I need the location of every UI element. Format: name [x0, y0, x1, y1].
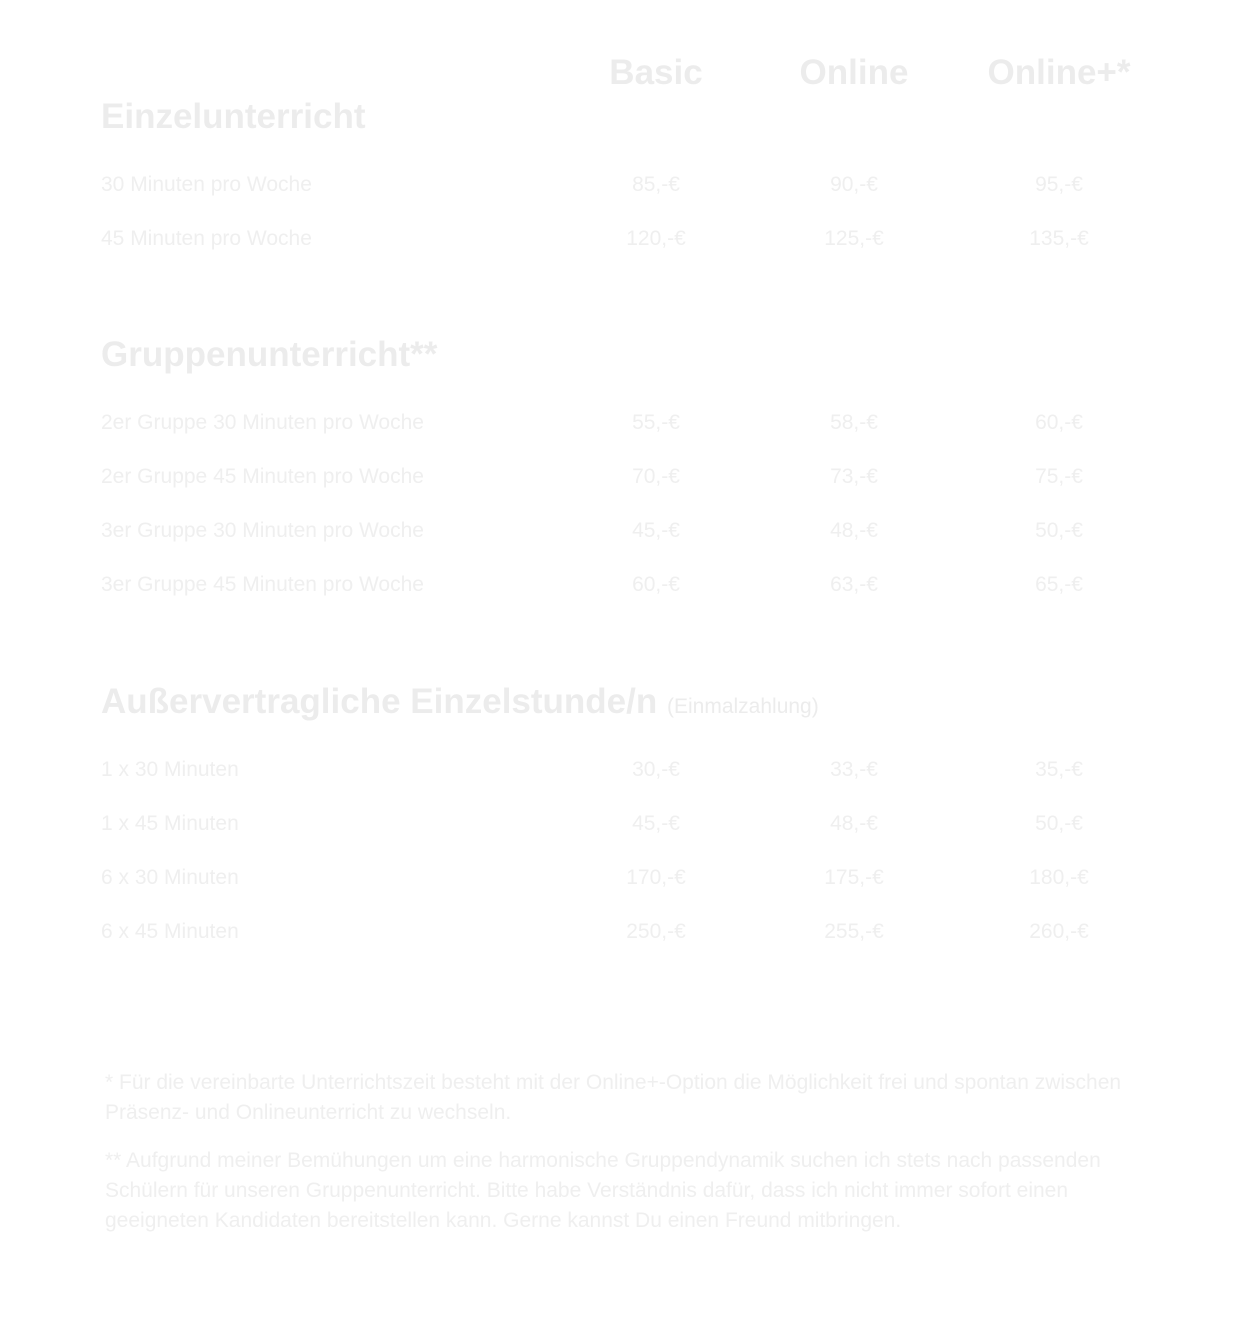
price-basic: 170,-€: [626, 866, 686, 889]
column-header-online: Online: [799, 53, 909, 92]
price-online-plus: 260,-€: [1029, 920, 1089, 943]
price-online-plus: 75,-€: [1035, 465, 1083, 488]
section-title-gruppenunterricht: Gruppenunterricht**: [101, 335, 438, 374]
row-label: 2er Gruppe 30 Minuten pro Woche: [101, 411, 424, 434]
column-header-online-plus: Online+*: [987, 53, 1131, 92]
price-online: 48,-€: [830, 519, 878, 542]
row-label: 1 x 30 Minuten: [101, 758, 239, 781]
section-title-note: (Einmalzahlung): [666, 695, 819, 718]
column-header-basic: Basic: [609, 53, 703, 92]
price-basic: 120,-€: [626, 227, 686, 250]
price-basic: 45,-€: [632, 812, 680, 835]
row-label: 2er Gruppe 45 Minuten pro Woche: [101, 465, 424, 488]
price-basic: 70,-€: [632, 465, 680, 488]
price-online-plus: 35,-€: [1035, 758, 1083, 781]
footnote-online-plus: * Für die vereinbarte Unterrichtszeit besteht mit der Online+-Option die Möglichkeit frei und spontan zwischen Präsenz- und Onlineunterricht zu wechseln.: [105, 1071, 1122, 1124]
section-title-ausservertragliche-einzelstunden: [101, 682, 819, 722]
row-label: 45 Minuten pro Woche: [101, 227, 312, 250]
price-online-plus: 180,-€: [1029, 866, 1089, 889]
price-online-plus: 60,-€: [1035, 411, 1083, 434]
price-basic: 30,-€: [632, 758, 680, 781]
section-title-text: Außervertragliche Einzelstunde/n: [101, 682, 658, 721]
row-label: 1 x 45 Minuten: [101, 812, 239, 835]
price-online: 33,-€: [830, 758, 878, 781]
price-online: 58,-€: [830, 411, 878, 434]
price-basic: 45,-€: [632, 519, 680, 542]
price-online: 73,-€: [830, 465, 878, 488]
price-basic: 250,-€: [626, 920, 686, 943]
price-online: 63,-€: [830, 573, 878, 596]
price-online-plus: 135,-€: [1029, 227, 1089, 250]
price-basic: 85,-€: [632, 173, 680, 196]
row-label: 3er Gruppe 30 Minuten pro Woche: [101, 519, 424, 542]
row-label: 6 x 45 Minuten: [101, 920, 239, 943]
row-label: 30 Minuten pro Woche: [101, 173, 312, 196]
price-online-plus: 95,-€: [1035, 173, 1083, 196]
price-online: 90,-€: [830, 173, 878, 196]
price-online-plus: 65,-€: [1035, 573, 1083, 596]
price-online: 48,-€: [830, 812, 878, 835]
price-basic: 55,-€: [632, 411, 680, 434]
section-title-einzelunterricht: Einzelunterricht: [101, 97, 366, 136]
price-online-plus: 50,-€: [1035, 519, 1083, 542]
price-online: 125,-€: [824, 227, 884, 250]
row-label: 3er Gruppe 45 Minuten pro Woche: [101, 573, 424, 596]
price-online: 255,-€: [824, 920, 884, 943]
row-label: 6 x 30 Minuten: [101, 866, 239, 889]
footnote-gruppenunterricht: ** Aufgrund meiner Bemühungen um eine harmonische Gruppendynamik suchen ich stets nach passenden Schülern für unseren Gruppenunterricht. Bitte habe Verständnis dafür, dass ich nicht immer sofort einen geeigneten Kandidaten bereitstellen kann. Gerne kannst Du einen Freund mitbringen.: [105, 1149, 1101, 1232]
price-online-plus: 50,-€: [1035, 812, 1083, 835]
price-online: 175,-€: [824, 866, 884, 889]
price-basic: 60,-€: [632, 573, 680, 596]
